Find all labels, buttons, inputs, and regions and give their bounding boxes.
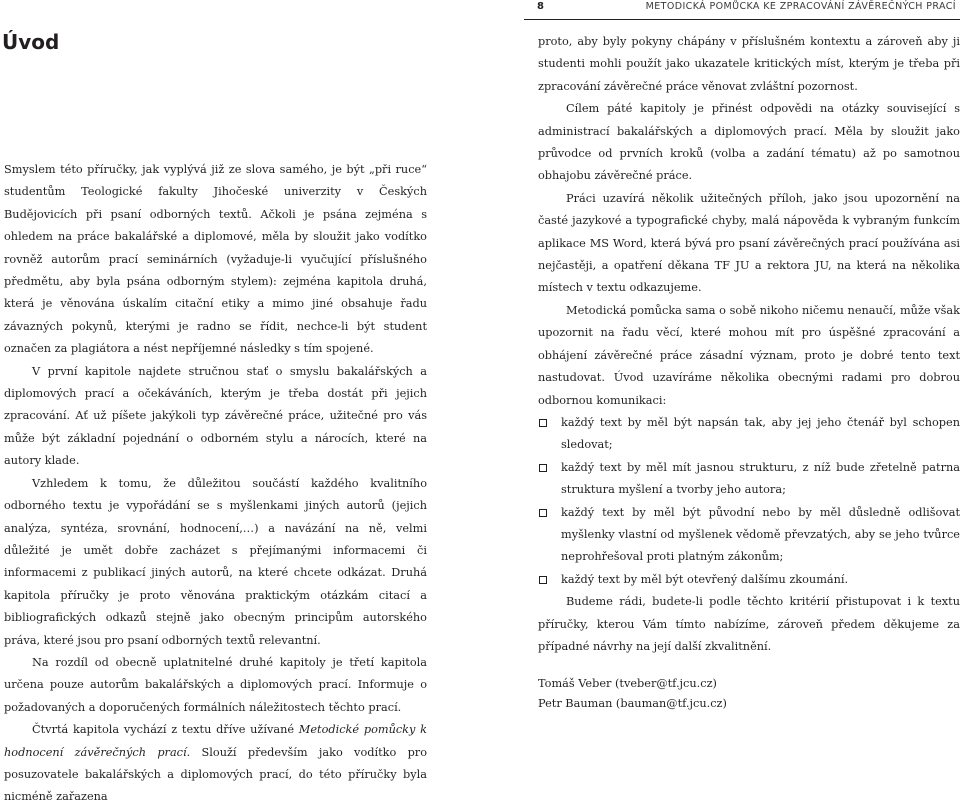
list-item [538, 569, 960, 591]
checkbox-bullet-icon [539, 509, 547, 517]
signatures [538, 674, 960, 714]
advice-list [538, 412, 960, 591]
list-item-text: každý text by měl mít jasnou strukturu, z níž bude zřetelně patrna struktura myšlení a tvorby jeho autora; [561, 460, 960, 497]
checkbox-bullet-icon [539, 576, 547, 584]
left-column [4, 159, 427, 809]
checkbox-bullet-icon [539, 419, 547, 427]
signature-line: Tomáš Veber (tveber@tf.jcu.cz) [538, 677, 717, 691]
paragraph: proto, aby byly pokyny chápány v příslušném kontextu a zároveň aby ji studenti mohli použít jako ukazatele kritických míst, kterým je třeba při zpracování závěrečné práce věnovat zvláštní pozornost. [538, 35, 960, 93]
list-item [538, 457, 960, 502]
text-run: . Slouží především jako vodítko pro posuzovatele bakalářských a diplomových prací, do této příručky byla nicméně zařazena [4, 745, 428, 804]
italic-title: Metodické pomůcky k hodnocení závěrečných prací [4, 723, 427, 759]
text-run: Čtvrtá kapitola vychází z textu dříve užívané [32, 723, 299, 737]
right-column [538, 31, 960, 714]
paragraph: Na rozdíl od obecně uplatnitelné druhé kapitoly je třetí kapitola určena pouze autorům bakalářských a diplomových prací. Informuje o požadovaných a doporučených formálních náležitostech těchto prací. [4, 655, 427, 714]
paragraph: Metodická pomůcka sama o sobě nikoho ničemu nenaučí, může však upozornit na řadu věcí, které mohou mít pro úspěšné zpracování a obhájení závěrečné práce zásadní význam, proto je dobré tento text nastudovat. Úvod uzavíráme několika obecnými radami pro dobrou odbornou komunikaci: [538, 303, 960, 407]
paragraph: Vzhledem k tomu, že důležitou součástí každého kvalitního odborného textu je vypořádání se s myšlenkami jiných autorů (jejich analýza, syntéza, srovnání, hodnocení,…) a navázání na ně, velmi důležité je umět dobře zacházet s přejímanými informacemi či informacemi z publikací jiných autorů, na které chcete odkázat. Druhá kapitola příručky je proto věnována praktickým otázkám citací a bibliografických odkazů stejně jako obecným principům autorského práva, které jsou pro psaní odborných textů relevantní. [4, 476, 427, 647]
list-item-text: každý text by měl být otevřený dalšímu zkoumání. [561, 572, 849, 586]
paragraph: Práci uzavírá několik užitečných příloh, jako jsou upozornění na časté jazykové a typografické chyby, malá nápověda k vybraným funkcím aplikace MS Word, která bývá pro psaní závěrečných prací používána asi nejčastěji, a opatření děkana TF JU a rektora JU, na která na několika místech v textu odkazujeme. [538, 191, 960, 295]
chapter-title: Úvod [2, 30, 60, 54]
paragraph: Budeme rádi, budete-li podle těchto kritérií přistupovat i k textu příručky, kterou Vám tímto nabízíme, zároveň předem děkujeme za případné návrhy na její další zkvalitnění. [538, 595, 960, 653]
list-item-text: každý text by měl být původní nebo by měl důsledně odlišovat myšlenky vlastní od myšlenek vědomě převzatých, aby se jeho tvůrce neprohřešoval proti platným zákonům; [561, 505, 960, 564]
header-rule [524, 19, 960, 20]
list-item-text: každý text by měl být napsán tak, aby jej jeho čtenář byl schopen sledovat; [561, 415, 960, 452]
paragraph: Cílem páté kapitoly je přinést odpovědi na otázky související s administrací bakalářských a diplomových prací. Měla by sloužit jako průvodce od prvních kroků (volba a zadání tématu) až po samotnou obhajobu závěrečné práce. [538, 102, 960, 183]
paragraph: V první kapitole najdete stručnou stať o smyslu bakalářských a diplomových prací a očekáváních, kterým je třeba dostát při jejich zpracování. Ať už píšete jakýkoli typ závěrečné práce, užitečné pro vás může být základní pojednání o odborném stylu a nárocích, které na autory klade. [4, 364, 427, 468]
checkbox-bullet-icon [539, 464, 547, 472]
list-item [538, 412, 960, 457]
list-item [538, 502, 960, 569]
signature-line: Petr Bauman (bauman@tf.jcu.cz) [538, 697, 727, 711]
paragraph: Smyslem této příručky, jak vyplývá již ze slova samého, je být „při ruce“ studentům Teologické fakulty Jihočeské univerzity v Českých Budějovicích při psaní odborných textů. Ačkoli je psána zejména s ohledem na práce bakalářské a diplomové, měla by sloužit jako vodítko rovněž autorům prací seminárních (vyžaduje-li vyučující příslušného předmětu, aby byla psána odborným stylem): zejména kapitola druhá, která je věnována úskalím citační etiky a mimo jiné obsahuje řadu závazných pokynů, kterými je radno se řídit, nechce-li být student označen za plagiátora a nést nepříjemné následky s tím spojené. [4, 163, 427, 356]
page-number: 8 [537, 1, 544, 12]
running-head: METODICKÁ POMŮCKA KE ZPRACOVÁNÍ ZÁVĚREČNÝCH PRACÍ [645, 1, 956, 12]
paragraph [4, 719, 427, 809]
